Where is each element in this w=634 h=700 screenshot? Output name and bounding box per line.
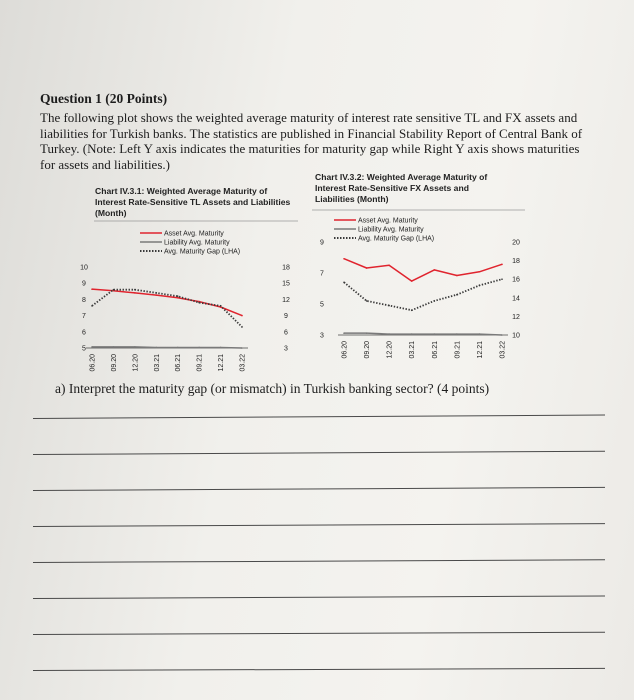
chart-1-series-1-point <box>155 294 157 296</box>
chart-2-series-2-point <box>433 333 435 335</box>
chart-2-series-2-point <box>479 333 481 335</box>
chart-2-series-3-point <box>479 285 481 287</box>
chart-1-series-2-point <box>220 347 222 349</box>
chart-2-left-tick-label: 5 <box>320 301 324 309</box>
chart-2-series-3-point <box>501 278 503 280</box>
chart-2-x-tick-label: 03.21 <box>409 341 417 359</box>
chart-2-series-2-point <box>456 333 458 335</box>
chart-2-left-tick-label: 3 <box>320 332 324 340</box>
chart-2-series-1-point <box>411 280 413 282</box>
chart-1-x-tick-label: 09.20 <box>110 354 118 372</box>
chart-2-right-tick-label: 20 <box>512 239 520 247</box>
chart-2-x-tick-label: 12.20 <box>386 341 394 359</box>
chart-1-legend-label-3: Avg. Maturity Gap (LHA) <box>164 248 241 256</box>
answer-line[interactable] <box>33 487 605 491</box>
question-intro: The following plot shows the weighted average maturity of interest rate sensitive TL and FX assets and liabilities for Turkish banks. The statistics are published in Financial Stability Report of Central Bank of Turkey. (Note: Left Y axis indicates the maturities for maturity gap while Right Y axis shows maturities for assets and liabilities.) <box>40 110 583 172</box>
chart-1-series-3-point <box>177 295 179 297</box>
chart-1-x-tick-label: 12.20 <box>132 354 140 372</box>
answer-line[interactable] <box>33 559 605 563</box>
chart-1-series-2-point <box>198 347 200 349</box>
chart-2-series-3-point <box>366 300 368 302</box>
chart-2-series-3-point <box>343 282 345 284</box>
chart-1-series-1-point <box>91 288 93 290</box>
chart-2-title: Chart IV.3.2: Weighted Average Maturity of Interest Rate-Sensitive FX Assets and Liabilities (Month) <box>315 172 488 204</box>
chart-1-right-tick-label: 6 <box>284 329 288 337</box>
chart-1-right-tick-label: 15 <box>282 280 290 288</box>
chart-1-series-2-point <box>113 346 115 348</box>
chart-1-series-3-point <box>113 289 115 291</box>
chart-1-title: Chart IV.3.1: Weighted Average Maturity of Interest Rate-Sensitive TL Assets and Liabilities (Month) <box>95 186 291 218</box>
chart-2-series-1-point <box>366 267 368 269</box>
chart-1-right-tick-label: 9 <box>284 313 288 321</box>
chart-2-series-3-point <box>411 309 413 311</box>
chart-2-series-3-point <box>456 294 458 296</box>
chart-2-right-tick-label: 12 <box>512 313 520 321</box>
chart-1-x-tick-label: 03.21 <box>153 354 161 372</box>
answer-line[interactable] <box>33 668 605 671</box>
chart-1-series-2-point <box>241 347 243 349</box>
chart-2-legend-label-1: Asset Avg. Maturity <box>358 217 418 225</box>
chart-2-x-tick-label: 09.21 <box>454 341 462 359</box>
chart-1-series-3-point <box>241 326 243 328</box>
chart-2-series-1-point <box>433 269 435 271</box>
chart-1-tl-maturity <box>80 220 310 380</box>
chart-2-series-3-point <box>433 300 435 302</box>
chart-1-left-tick-label: 7 <box>82 313 86 321</box>
chart-1-legend-label-1: Asset Avg. Maturity <box>164 230 224 238</box>
answer-line[interactable] <box>33 596 605 599</box>
chart-1-series-1-point <box>177 297 179 299</box>
chart-1-x-tick-label: 12.21 <box>218 354 226 372</box>
chart-2-series-2-point <box>411 333 413 335</box>
chart-1-series-3-point <box>220 305 222 307</box>
chart-2-right-tick-label: 18 <box>512 258 520 266</box>
chart-2-series-2-point <box>388 333 390 335</box>
chart-1-left-tick-label: 6 <box>82 329 86 337</box>
chart-2-right-tick-label: 14 <box>512 295 520 303</box>
chart-2-x-tick-label: 06.21 <box>431 341 439 359</box>
chart-2-legend-label-3: Avg. Maturity Gap (LHA) <box>358 235 435 243</box>
chart-1-series-2-point <box>91 346 93 348</box>
answer-line[interactable] <box>33 451 605 455</box>
answer-line[interactable] <box>33 632 605 635</box>
chart-2-series-1-point <box>456 275 458 277</box>
chart-1-series-1-point <box>241 315 243 317</box>
chart-2-legend-label-2: Liability Avg. Maturity <box>358 226 424 234</box>
chart-1-legend-label-2: Liability Avg. Maturity <box>164 239 230 247</box>
chart-1-series-line-3 <box>92 290 242 327</box>
chart-1-x-tick-label: 06.21 <box>175 354 183 372</box>
chart-1-left-tick-label: 10 <box>80 264 88 272</box>
chart-1-series-2-point <box>177 347 179 349</box>
chart-1-series-3-point <box>134 289 136 291</box>
chart-1-series-3-point <box>91 305 93 307</box>
chart-1-series-2-point <box>155 347 157 349</box>
chart-1-x-tick-label: 03.22 <box>239 354 247 372</box>
chart-2-x-tick-label: 09.20 <box>364 341 372 359</box>
chart-2-series-3-point <box>388 305 390 307</box>
chart-2-left-tick-label: 7 <box>320 270 324 278</box>
chart-2-right-tick-label: 10 <box>512 332 520 340</box>
chart-1-right-tick-label: 12 <box>282 296 290 304</box>
chart-1-series-3-point <box>155 292 157 294</box>
question-part-a: a) Interpret the maturity gap (or mismatch) in Turkish banking sector? (4 points) <box>55 381 490 396</box>
chart-2-fx-maturity <box>300 205 540 375</box>
answer-line[interactable] <box>33 523 605 527</box>
chart-2-left-tick-label: 9 <box>320 239 324 247</box>
chart-2-series-1-point <box>343 258 345 260</box>
chart-1-series-1-point <box>134 292 136 294</box>
chart-1-left-tick-label: 5 <box>82 345 86 353</box>
question-title: Question 1 (20 Points) <box>40 91 168 106</box>
chart-1-left-tick-label: 8 <box>82 296 86 304</box>
chart-2-series-2-point <box>366 332 368 334</box>
chart-1-x-tick-label: 06.20 <box>89 354 97 372</box>
chart-1-series-3-point <box>198 302 200 304</box>
chart-2-series-2-point <box>501 334 503 336</box>
chart-1-x-tick-label: 09.21 <box>196 354 204 372</box>
chart-1-series-line-1 <box>92 289 242 316</box>
chart-2-x-tick-label: 12.21 <box>476 341 484 359</box>
chart-1-left-tick-label: 9 <box>82 280 86 288</box>
chart-2-series-1-point <box>501 264 503 266</box>
chart-1-right-tick-label: 18 <box>282 264 290 272</box>
chart-2-right-tick-label: 16 <box>512 276 520 284</box>
chart-2-series-1-point <box>388 264 390 266</box>
chart-2-series-line-3 <box>344 279 502 310</box>
chart-2-series-2-point <box>343 332 345 334</box>
chart-2-x-tick-label: 06.20 <box>341 341 349 359</box>
chart-1-right-tick-label: 3 <box>284 345 288 353</box>
chart-2-series-1-point <box>479 271 481 273</box>
answer-line[interactable] <box>33 415 605 419</box>
chart-2-x-tick-label: 03.22 <box>499 341 507 359</box>
chart-2-series-line-1 <box>344 259 502 281</box>
chart-1-series-2-point <box>134 346 136 348</box>
